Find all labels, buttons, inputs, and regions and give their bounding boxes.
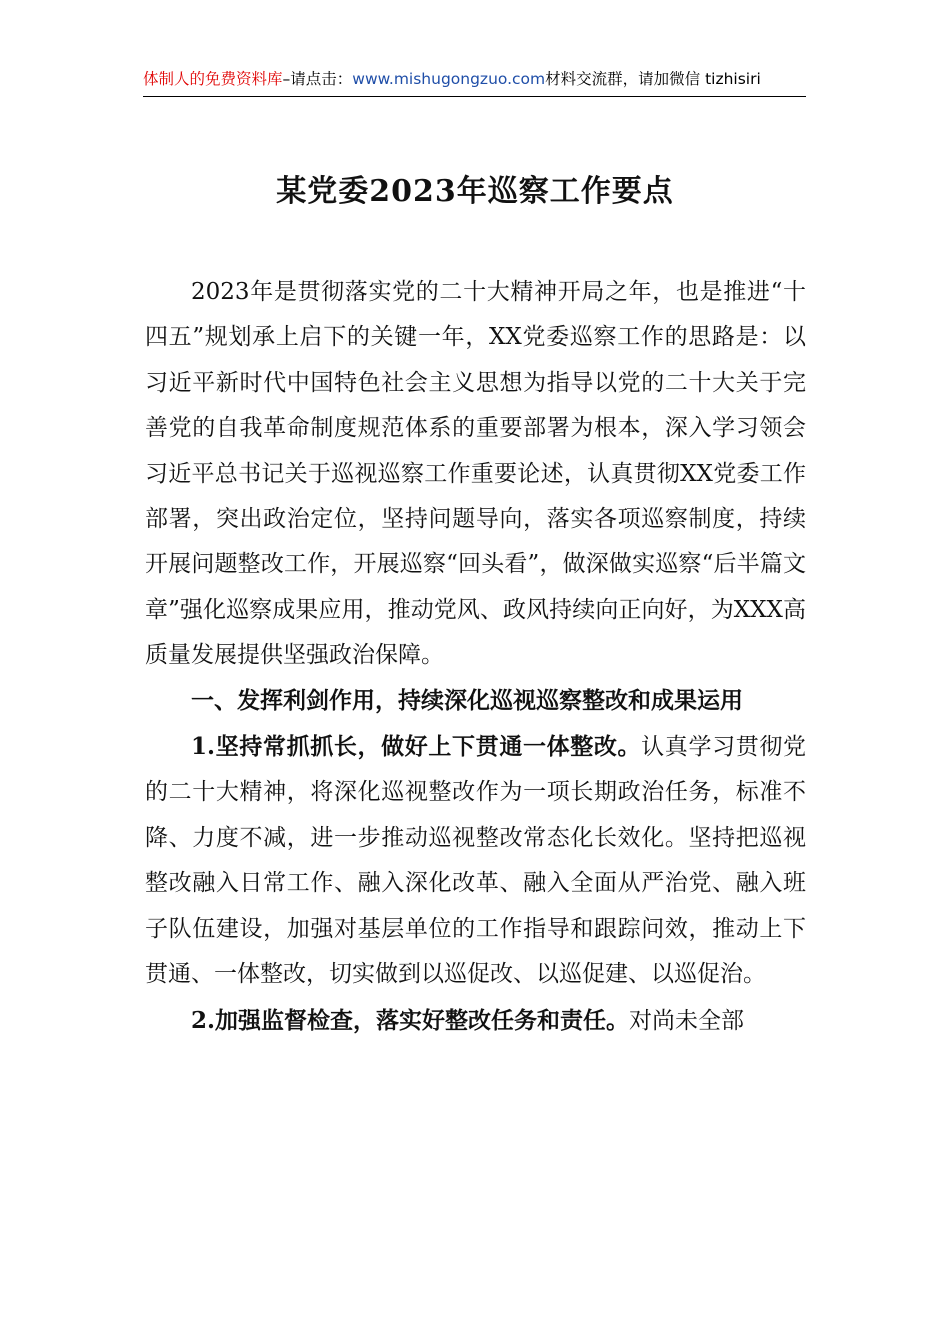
page-header — [143, 66, 806, 97]
item-2-paragraph — [145, 998, 806, 1044]
intro-paragraph: 2023年是贯彻落实党的二十大精神开局之年，也是推进“十四五”规划承上启下的关键一年，XX党委巡察工作的思路是：以习近平新时代中国特色社会主义思想为指导以党的二十大关于完善党的自我革命制度规范体系的重要部署为根本，深入学习领会习近平总书记关于巡视巡察工作重要论述，认真贯彻XX党委工作部署，突出政治定位，坚持问题导向，落实各项巡察制度，持续开展问题整改工作，开展巡察“回头看”，做深做实巡察“后半篇文章”强化巡察成果应用，推动党风、政风持续向正向好，为XXX高质量发展提供坚强政治保障。 — [145, 279, 806, 669]
group-text: 材料交流群，请加微信 tizhisiri — [545, 70, 761, 88]
section-heading: 一、发挥利剑作用，持续深化巡视巡察整改和成果运用 — [191, 687, 743, 714]
item-1-paragraph — [145, 724, 806, 997]
click-prompt: –请点击： — [282, 70, 353, 88]
site-name: 体制人的免费资料库 — [143, 70, 283, 88]
item-2-text: 对尚未全部 — [629, 1007, 745, 1034]
item-1-text: 认真学习贯彻党的二十大精神，将深化巡视整改作为一项长期政治任务，标准不降、力度不减，进一步推动巡视整改常态化长效化。坚持把巡视整改融入日常工作、融入深化改革、融入全面从严治党、融入班子队伍建设，加强对基层单位的工作指导和跟踪问效，推动上下贯通、一体整改，切实做到以巡促改、以巡促建、以巡促治。 — [145, 734, 807, 988]
document-body — [145, 270, 806, 1044]
document-title: 某党委2023年巡察工作要点 — [276, 174, 674, 209]
site-link[interactable]: www.mishugongzuo.com — [352, 70, 546, 88]
item-2-heading: 2.加强监督检查，落实好整改任务和责任。 — [191, 1006, 630, 1034]
item-1-heading: 1.坚持常抓抓长，做好上下贯通一体整改。 — [191, 733, 642, 761]
